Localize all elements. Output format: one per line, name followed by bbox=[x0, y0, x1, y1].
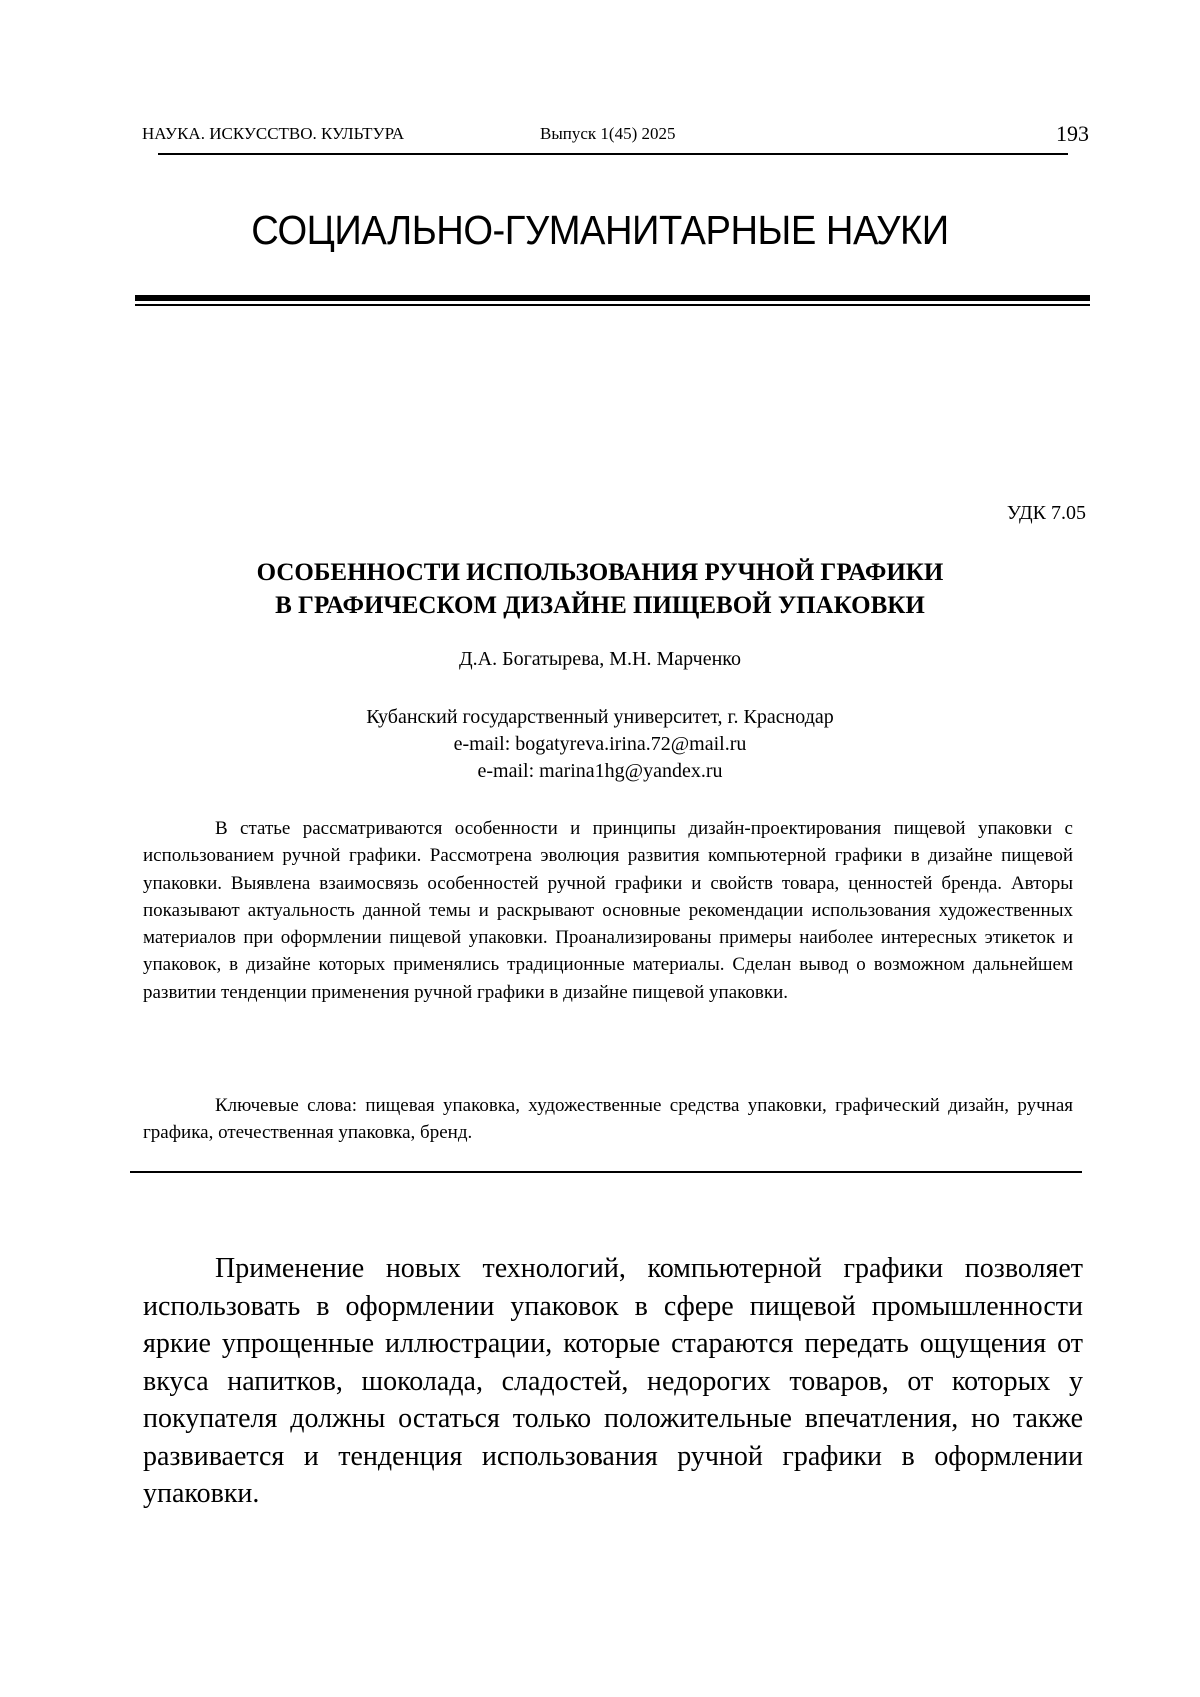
affiliation-block bbox=[120, 704, 1080, 785]
article-title-line-1: ОСОБЕННОСТИ ИСПОЛЬЗОВАНИЯ РУЧНОЙ ГРАФИКИ bbox=[256, 559, 944, 586]
authors: Д.А. Богатырева, М.Н. Марченко bbox=[459, 648, 741, 670]
page-number: 193 bbox=[1056, 121, 1089, 146]
affiliation: Кубанский государственный университет, г. Краснодар bbox=[366, 706, 834, 728]
email-2[interactable]: e-mail: marina1hg@yandex.ru bbox=[477, 760, 723, 782]
section-rule-thin bbox=[135, 304, 1090, 306]
journal-name: НАУКА. ИСКУССТВО. КУЛЬТУРА bbox=[142, 124, 405, 143]
header-rule bbox=[158, 153, 1068, 155]
body-paragraph: Применение новых технологий, компьютерной графики позволяет использовать в оформлении упаковок в сфере пищевой промышленности яркие упрощенные иллюстрации, которые стараются передать ощущения от вкуса напитков, шоколада, сладостей, недорогих товаров, от которых у покупателя должны остаться только положительные впечатления, но также развивается и тенденция использования ручной графики в оформлении упаковки. bbox=[143, 1253, 1083, 1509]
article-title bbox=[120, 556, 1080, 622]
abstract: В статье рассматриваются особенности и принципы дизайн-проектирования пищевой упаковки с использованием ручной графики. Рассмотрена эволюция развития компьютерной графики в дизайне пищевой упаковки. Выявлена взаимосвязь особенностей ручной графики и свойств товара, ценностей бренда. Авторы показывают актуальность данной темы и раскрывают основные рекомендации использования художественных материалов при оформлении пищевой упаковки. Проанализированы примеры наиболее интересных этикеток и упаковок, в дизайне которых применялись традиционные материалы. Сделан вывод о возможном дальнейшем развитии тенденции применения ручной графики в дизайне пищевой упаковки. bbox=[143, 818, 1073, 1003]
issue-info: Выпуск 1(45) 2025 bbox=[540, 124, 676, 143]
udk-code: УДК 7.05 bbox=[1006, 502, 1086, 524]
keywords: Ключевые слова: пищевая упаковка, художественные средства упаковки, графический дизайн, ручная графика, отечественная упаковка, бренд. bbox=[143, 1095, 1073, 1144]
article-title-line-2: В ГРАФИЧЕСКОМ ДИЗАЙНЕ ПИЩЕВОЙ УПАКОВКИ bbox=[275, 592, 925, 619]
section-title: СОЦИАЛЬНО-ГУМАНИТАРНЫЕ НАУКИ bbox=[251, 207, 949, 253]
section-rule-thick bbox=[135, 295, 1090, 301]
abstract-divider bbox=[130, 1171, 1082, 1173]
email-1[interactable]: e-mail: bogatyreva.irina.72@mail.ru bbox=[453, 733, 747, 755]
